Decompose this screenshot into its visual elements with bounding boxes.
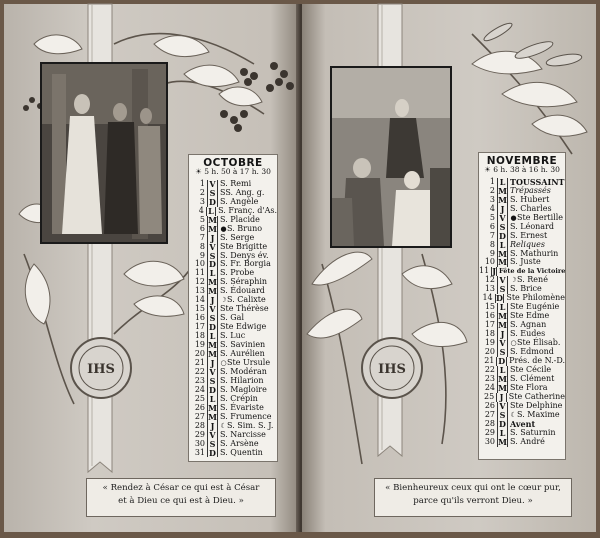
day-number: 11	[479, 266, 490, 276]
weekday-letter: L	[207, 269, 218, 278]
weekday-letter: D	[207, 198, 218, 207]
moon-phase-icon: ☾	[510, 410, 517, 419]
day-number: 30	[484, 436, 495, 446]
weekday-letter: S	[497, 411, 508, 420]
weekday-letter: D	[207, 260, 218, 269]
day-number: 15	[194, 304, 205, 314]
saint-label: Ste Eugénie	[510, 302, 560, 312]
day-number: 9	[489, 248, 495, 258]
saint-label: Ste Delphine	[510, 400, 563, 410]
day-number: 24	[194, 384, 205, 394]
left-illustration	[40, 62, 168, 244]
sun-times: ☀ 6 h. 38 à 16 h. 30	[484, 164, 560, 174]
day-number: 12	[484, 275, 495, 285]
saint-label: S. Remi	[220, 178, 252, 188]
moon-phase-icon: ○	[220, 358, 227, 367]
saint-label: S. André	[510, 436, 545, 446]
sun-icon: ☀	[484, 164, 491, 174]
moon-phase-icon: ☾	[220, 421, 227, 430]
weekday-letter: J	[492, 266, 496, 277]
saint-label: Ste Ursule	[227, 357, 271, 367]
saint-label: S. Séraphin	[220, 277, 268, 287]
weekday-letter: L	[497, 178, 508, 187]
saint-label: S. Ernest	[510, 230, 548, 240]
day-number: 20	[484, 347, 495, 357]
weekday-letter: J	[497, 330, 508, 339]
weekday-letter: V	[497, 402, 508, 411]
day-number: 17	[484, 320, 495, 330]
day-number: 7	[489, 230, 495, 240]
weekday-letter: M	[498, 311, 507, 322]
day-number: 12	[194, 277, 205, 287]
weekday-letter: D	[498, 355, 506, 366]
saint-label: Ste Flora	[510, 382, 548, 392]
day-number: 25	[484, 391, 495, 401]
weekday-letter: M	[498, 185, 507, 196]
saint-label: S. Clément	[510, 373, 555, 383]
weekday-letter: M	[498, 373, 507, 384]
day-number: 23	[194, 375, 205, 385]
left-monogram: IHS	[87, 362, 115, 377]
day-number: 27	[484, 409, 495, 419]
right-page	[302, 4, 596, 532]
weekday-letter: M	[498, 257, 507, 268]
day-number: 7	[199, 232, 205, 242]
day-number: 5	[199, 214, 205, 224]
weekday-letter: J	[207, 359, 218, 368]
quote-line: « Bienheureux ceux qui ont le cœur pur,	[385, 483, 561, 493]
christ-with-coin-image	[42, 64, 166, 242]
day-number: 25	[194, 393, 205, 403]
quote-line: et à Dieu ce qui est à Dieu. »	[118, 496, 244, 506]
left-page	[4, 4, 300, 532]
weekday-letter: M	[208, 277, 217, 288]
saint-label: S. Arsène	[220, 438, 259, 448]
saint-label: S. Aurélien	[220, 349, 265, 359]
weekday-letter: M	[208, 340, 217, 351]
saint-label: Avent	[510, 418, 536, 429]
saint-label: S. René	[517, 275, 548, 285]
weekday-letter: M	[208, 349, 217, 360]
weekday-letter: S	[497, 223, 508, 232]
saint-label: Ste Thérèse	[220, 304, 269, 314]
day-number: 15	[484, 302, 495, 312]
weekday-letter: L	[497, 429, 508, 438]
saint-label: S. Luc	[220, 331, 246, 341]
saint-label: S. Hilarion	[220, 375, 264, 385]
saint-label: S. Quentin	[220, 447, 263, 457]
weekday-letter: M	[498, 194, 507, 205]
moon-phase-icon: ○	[510, 339, 517, 348]
november-day-list	[479, 178, 565, 447]
day-number: 14	[194, 295, 205, 305]
weekday-letter: V	[207, 431, 218, 440]
day-number: 10	[194, 259, 205, 269]
day-number: 1	[489, 176, 495, 186]
day-number: 29	[484, 427, 495, 437]
weekday-letter: M	[208, 411, 217, 422]
day-number: 16	[484, 311, 495, 321]
day-number: 22	[484, 364, 495, 374]
day-number: 5	[489, 212, 495, 222]
day-number: 13	[194, 286, 205, 296]
weekday-letter: L	[497, 241, 508, 250]
weekday-letter: S	[207, 314, 218, 323]
weekday-letter: D	[497, 420, 508, 429]
saint-name	[508, 438, 545, 447]
moon-phase-icon: ☽	[510, 276, 517, 285]
saint-label: S. Hubert	[510, 194, 550, 204]
saint-label: Trépassés	[510, 185, 551, 195]
saint-label: S. Gal	[220, 313, 244, 323]
weekday-letter: L	[497, 366, 508, 375]
weekday-letter: S	[207, 189, 218, 198]
day-number: 1	[199, 178, 205, 188]
day-number: 13	[484, 284, 495, 294]
weekday-letter: V	[207, 180, 218, 189]
day-number: 6	[199, 223, 205, 233]
october-calendar	[188, 154, 278, 462]
weekday-letter: V	[497, 214, 508, 223]
weekday-letter: M	[498, 248, 507, 259]
quote-line: parce qu'ils verront Dieu. »	[413, 496, 533, 506]
saint-label: S. Franç. d'As.	[218, 205, 277, 215]
moon-phase-icon: ●	[220, 224, 227, 233]
weekday-letter: S	[207, 440, 218, 449]
weekday-letter: V	[207, 305, 218, 314]
day-number: 26	[484, 400, 495, 410]
saint-name	[508, 258, 541, 267]
day-number: 14	[482, 293, 493, 303]
day-number: 30	[194, 438, 205, 448]
saint-label: Ste Edme	[510, 311, 550, 321]
moon-phase-icon: ☽	[220, 296, 227, 305]
day-number: 4	[489, 203, 495, 213]
day-number: 21	[194, 357, 205, 367]
day-number: 18	[194, 331, 205, 341]
saint-label: S. Magloire	[220, 384, 267, 394]
weekday-letter: M	[208, 286, 217, 297]
weekday-letter: S	[497, 348, 508, 357]
day-number: 22	[194, 366, 205, 376]
saint-label: S. Mathurin	[510, 248, 559, 258]
day-number: 11	[194, 268, 205, 278]
saint-label: S. Denys év.	[220, 250, 269, 260]
weekday-letter: M	[208, 402, 217, 413]
sun-times: ☀ 5 h. 50 à 17 h. 30	[195, 166, 271, 176]
saint-label: Fête de la Victoire	[498, 267, 566, 276]
weekday-letter: D	[207, 323, 218, 332]
right-illustration	[330, 66, 452, 248]
weekday-letter: V	[207, 368, 218, 377]
weekday-letter: M	[208, 223, 217, 234]
saint-label: Ste Cécile	[510, 364, 552, 374]
weekday-letter: V	[207, 243, 218, 252]
saint-label: S. Léonard	[510, 221, 555, 231]
sermon-on-mount-image	[332, 68, 450, 246]
saint-label: S. Modéran	[220, 366, 267, 376]
weekday-letter: M	[498, 382, 507, 393]
saint-label: S. Calixte	[227, 295, 266, 305]
right-monogram: IHS	[378, 362, 406, 377]
weekday-letter: D	[207, 386, 218, 395]
saint-label: S. Eudes	[510, 329, 546, 339]
day-number: 16	[194, 313, 205, 323]
weekday-letter: J	[497, 205, 508, 214]
weekday-letter: D	[497, 232, 508, 241]
saint-label: S. Sim. S. J.	[227, 420, 274, 430]
saint-label: S. Juste	[510, 257, 541, 267]
saint-label: S. Savinien	[220, 340, 266, 350]
sun-icon: ☀	[195, 166, 202, 176]
november-calendar	[478, 152, 566, 460]
october-day-list	[189, 180, 277, 458]
saint-label: S. Saturnin	[510, 427, 556, 437]
month-title: OCTOBRE	[203, 157, 263, 169]
moon-phase-icon: ●	[510, 213, 517, 222]
weekday-letter: L	[206, 207, 216, 216]
saint-label: Ste Catherine	[508, 391, 565, 401]
right-quote-box	[374, 478, 572, 517]
day-number: 24	[484, 382, 495, 392]
day-number: 10	[484, 257, 495, 267]
weekday-letter: J	[207, 234, 218, 243]
month-title: NOVEMBRE	[486, 155, 558, 167]
weekday-letter: J	[207, 296, 218, 305]
day-number: 3	[199, 196, 205, 206]
left-quote-box	[86, 478, 276, 517]
saint-label: S. Narcisse	[220, 429, 266, 439]
quote-line: « Rendez à César ce qui est à César	[102, 483, 260, 493]
saint-label: S. Maxime	[517, 409, 560, 419]
saint-label: Ste Brigitte	[220, 241, 268, 251]
day-number: 8	[489, 239, 495, 249]
weekday-letter: L	[497, 303, 508, 312]
weekday-letter: D	[207, 449, 218, 458]
day-number: 21	[484, 355, 495, 365]
saint-label: Ste Bertille	[517, 212, 564, 222]
day-number: 23	[484, 373, 495, 383]
saint-label: S. Placide	[220, 214, 260, 224]
day-number: 3	[489, 194, 495, 204]
day-number: 29	[194, 429, 205, 439]
day-number: 2	[489, 185, 495, 195]
saint-label: S. Bruno	[227, 223, 263, 233]
day-number: 19	[484, 338, 495, 348]
saint-label: S. Brice	[510, 284, 542, 294]
saint-label: Ste Élisab.	[517, 338, 561, 348]
day-number: 31	[194, 447, 205, 457]
saint-name	[218, 449, 263, 458]
day-number: 8	[199, 241, 205, 251]
day-number: 6	[489, 221, 495, 231]
saint-label: S. Angèle	[220, 196, 259, 206]
saint-label: SS. Ang. g.	[220, 187, 265, 197]
saint-label: S. Crépin	[220, 393, 258, 403]
weekday-letter: D	[496, 293, 503, 304]
saint-label: S. Probe	[220, 268, 255, 278]
saint-label: S. Charles	[510, 203, 552, 213]
weekday-letter: J	[207, 422, 218, 431]
weekday-letter: L	[207, 395, 218, 404]
calendar-day-row	[189, 449, 277, 458]
saint-label: S. Édouard	[220, 286, 265, 296]
saint-label: S. Agnan	[510, 320, 547, 330]
day-number: 20	[194, 349, 205, 359]
calendar-day-row	[479, 438, 565, 447]
saint-label: TOUSSAINT	[510, 176, 565, 187]
saint-label: S. Frumence	[220, 411, 272, 421]
saint-label: Prés. de N.-D.	[509, 355, 565, 365]
saint-label: Ste Philomène	[506, 293, 565, 303]
day-number: 4	[198, 205, 204, 215]
saint-label: S. Fr. Borgia	[220, 259, 271, 269]
weekday-letter: J	[496, 393, 507, 402]
saint-label: Reliques	[510, 239, 545, 249]
weekday-letter: M	[498, 436, 507, 447]
day-number: 28	[194, 420, 205, 430]
day-number: 2	[199, 187, 205, 197]
weekday-letter: V	[497, 339, 508, 348]
saint-label: S. Évariste	[220, 402, 264, 412]
day-number: 17	[194, 322, 205, 332]
weekday-letter: S	[497, 285, 508, 294]
weekday-letter: M	[498, 320, 507, 331]
day-number: 18	[484, 329, 495, 339]
day-number: 19	[194, 340, 205, 350]
day-number: 26	[194, 402, 205, 412]
weekday-letter: S	[207, 252, 218, 261]
saint-label: S. Edmond	[510, 347, 554, 357]
saint-label: S. Serge	[220, 232, 255, 242]
weekday-letter: L	[207, 332, 218, 341]
weekday-letter: V	[497, 276, 508, 285]
day-number: 9	[199, 250, 205, 260]
day-number: 27	[194, 411, 205, 421]
weekday-letter: M	[208, 214, 217, 225]
day-number: 28	[484, 418, 495, 428]
saint-label: Ste Edwige	[220, 322, 267, 332]
weekday-letter: S	[207, 377, 218, 386]
